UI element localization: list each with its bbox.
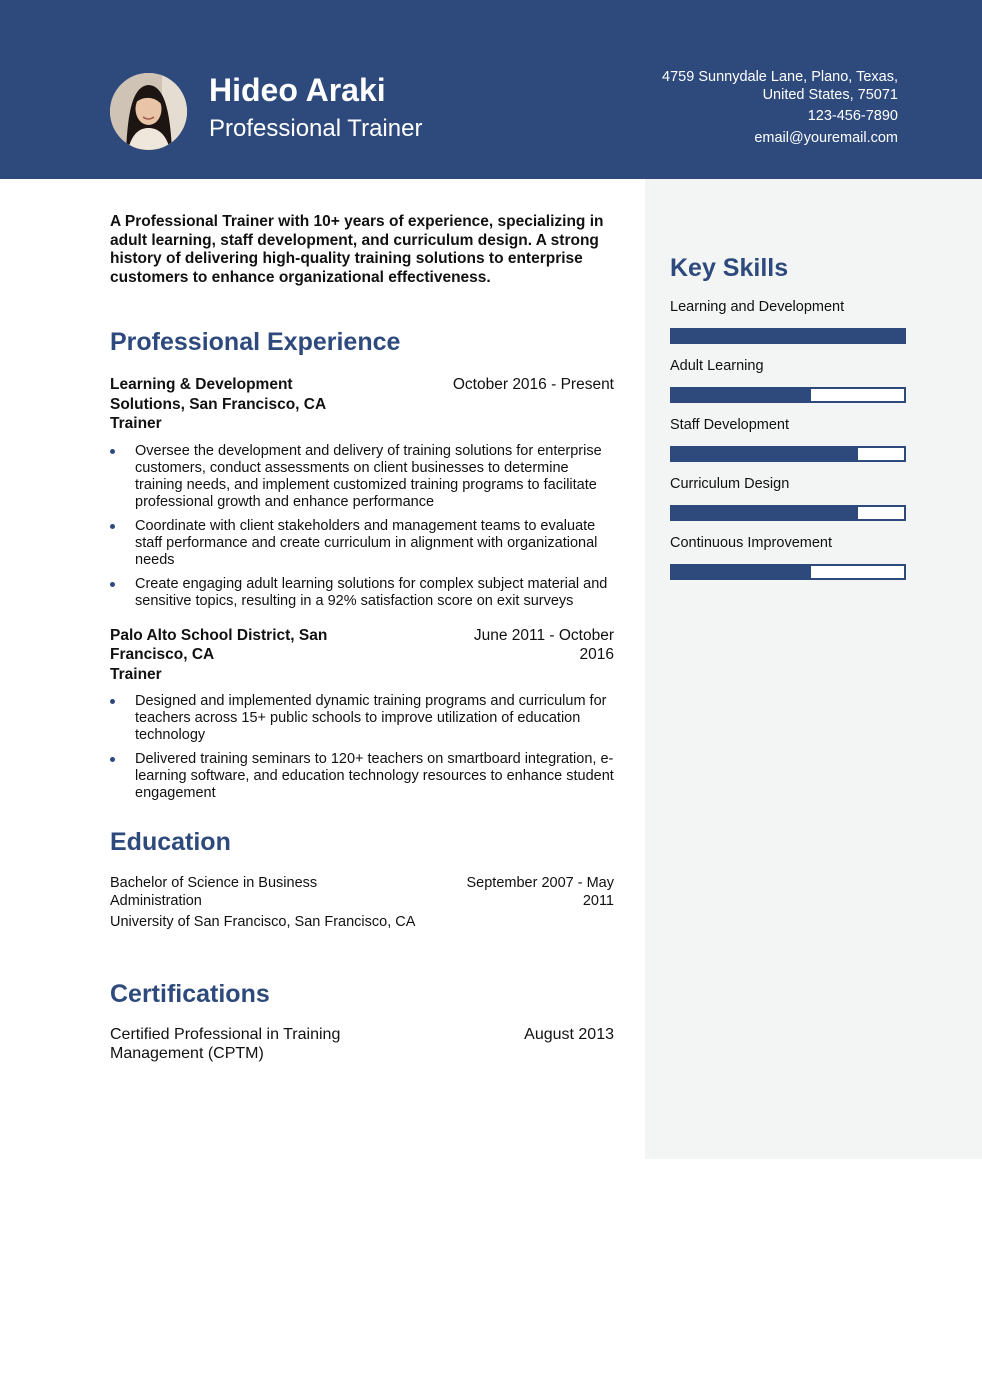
skill-level-fill xyxy=(672,389,811,401)
job-bullet: Oversee the development and delivery of training solutions for enterprise customers, conduct assessments on client businesses to determine training needs, and implement customized training programs to facilitate professional growth and enhance performance xyxy=(110,443,614,511)
skill-label: Curriculum Design xyxy=(670,476,790,492)
candidate-title: Professional Trainer xyxy=(209,115,423,142)
job-entry xyxy=(110,375,614,610)
skill-item xyxy=(670,358,906,403)
skill-level-fill xyxy=(672,448,858,460)
job-header xyxy=(110,375,614,414)
skill-level-bar xyxy=(670,505,906,521)
key-skills-heading: Key Skills xyxy=(670,254,789,282)
education-entry xyxy=(110,875,614,910)
skill-level-bar xyxy=(670,387,906,403)
professional-summary: A Professional Trainer with 10+ years of experience, specializing in adult learning, staff development, and curriculum design. A strong history of delivering high-quality training solutions to enterprise customers to enhance organizational effectiveness. xyxy=(110,213,604,286)
profile-photo-image xyxy=(110,73,187,150)
job-bullet: Create engaging adult learning solutions for complex subject material and sensitive topics, resulting in a 92% satisfaction score on exit surveys xyxy=(110,576,614,610)
job-bullets xyxy=(110,443,614,610)
job-title: Trainer xyxy=(110,665,162,683)
contact-email: email@youremail.com xyxy=(754,130,898,146)
skill-item xyxy=(670,535,906,580)
job-bullets xyxy=(110,693,614,802)
skill-label: Adult Learning xyxy=(670,358,764,374)
job-title: Trainer xyxy=(110,415,162,432)
certification-name: Certified Professional in Training Management (CPTM) xyxy=(110,1026,341,1062)
key-skills-section xyxy=(670,254,906,594)
job-bullet: Delivered training seminars to 120+ teachers on smartboard integration, e-learning software, and education technology resources to enhance student engagement xyxy=(110,751,614,802)
resume-header xyxy=(0,0,982,179)
skill-label: Continuous Improvement xyxy=(670,535,832,551)
job-bullet: Designed and implemented dynamic training programs and curriculum for teachers across 15+ public schools to improve utilization of education technology xyxy=(110,693,614,744)
job-bullet: Coordinate with client stakeholders and management teams to evaluate staff performance and create curriculum in alignment with organizational needs xyxy=(110,518,614,569)
candidate-name: Hideo Araki xyxy=(209,72,386,108)
education-heading: Education xyxy=(110,828,231,856)
skill-level-bar xyxy=(670,446,906,462)
job-entry xyxy=(110,626,614,803)
certification-date: August 2013 xyxy=(524,1026,614,1043)
skill-level-bar xyxy=(670,328,906,344)
skill-level-fill xyxy=(672,507,858,519)
contact-info xyxy=(638,68,898,147)
skill-item xyxy=(670,299,906,344)
job-organization: Palo Alto School District, San Francisco, CA xyxy=(110,626,328,663)
skill-item xyxy=(670,417,906,462)
profile-photo xyxy=(110,73,187,150)
skill-label: Learning and Development xyxy=(670,299,845,315)
job-organization: Learning & Development Solutions, San Francisco, CA xyxy=(110,376,327,413)
skill-item xyxy=(670,476,906,521)
job-date: October 2016 - Present xyxy=(452,376,614,393)
certifications-heading: Certifications xyxy=(110,980,270,1008)
skill-level-fill xyxy=(672,566,811,578)
experience-heading: Professional Experience xyxy=(110,328,401,356)
certification-entry xyxy=(110,1025,614,1063)
job-date: June 2011 - October 2016 xyxy=(473,626,614,663)
main-column xyxy=(110,213,614,1063)
contact-address: 4759 Sunnydale Lane, Plano, Texas, United States, 75071 xyxy=(662,69,898,103)
skill-label: Staff Development xyxy=(670,417,790,433)
education-degree: Bachelor of Science in Business Administration xyxy=(110,875,318,909)
skills-list xyxy=(670,299,906,580)
contact-phone: 123-456-7890 xyxy=(807,108,898,124)
education-date: September 2007 - May 2011 xyxy=(466,875,614,909)
skill-level-bar xyxy=(670,564,906,580)
education-school: University of San Francisco, San Francisco, CA xyxy=(110,914,416,930)
job-header xyxy=(110,626,614,665)
skill-level-fill xyxy=(672,330,904,342)
